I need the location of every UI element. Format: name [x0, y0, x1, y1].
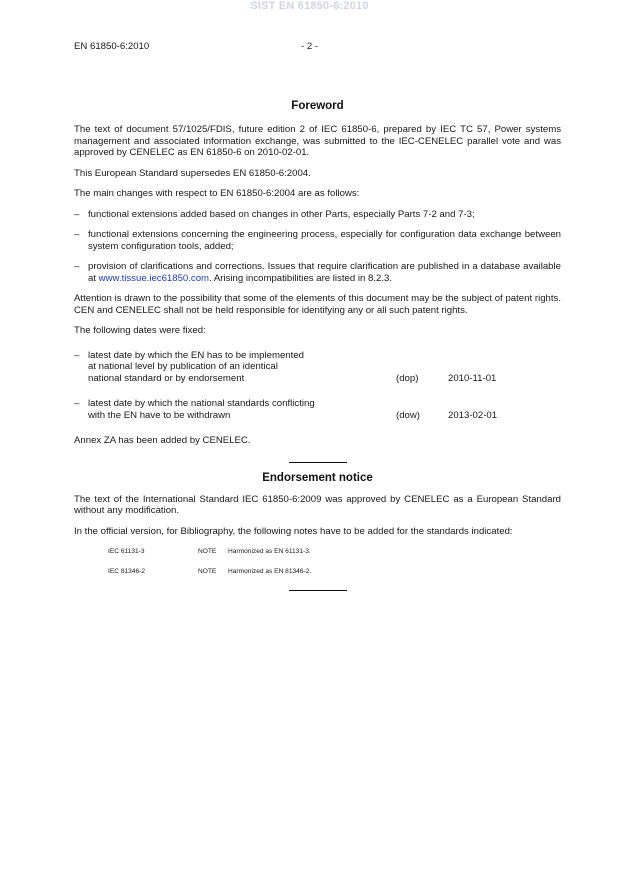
foreword-title: Foreword: [291, 100, 344, 112]
date-item-dop-description: [88, 350, 358, 385]
change-item-2: – functional extensions concerning the engineering process, especially for configuration data exchange between system configuration tools, added;: [74, 229, 561, 252]
bibliography-note-1: [74, 546, 561, 558]
change-item-1: – functional extensions added based on changes in other Parts, especially Parts 7-2 and 7-3;: [74, 209, 561, 221]
change-item-3-text: provision of clarifications and corrections. Issues that require clarification are published in a database available at: [88, 261, 561, 284]
tissue-link[interactable]: www.tissue.iec61850.com: [98, 272, 210, 284]
bibliography-note-2: [74, 566, 561, 578]
note-standard: IEC 81346-2: [108, 568, 146, 575]
note-text: Harmonized as EN 81346-2.: [228, 568, 312, 575]
endorsement-title: Endorsement notice: [262, 471, 373, 484]
change-item-3-suffix: . Arising incompatibilities are listed in 8.2.3.: [209, 272, 392, 284]
section-divider: [289, 462, 347, 463]
date-line: national standard or by endorsement: [88, 372, 245, 384]
dow-date: 2013-02-01: [448, 409, 498, 421]
foreword-paragraph-3: The main changes with respect to EN 61850-6:2004 are as follows:: [74, 188, 360, 199]
date-item-dow: [74, 398, 561, 421]
date-line: at national level by publication of an identical: [88, 361, 278, 372]
header-document-id: EN 61850-6:2010: [74, 41, 150, 52]
end-divider: [289, 590, 347, 591]
date-line: – latest date by which the EN has to be implemented: [88, 349, 304, 361]
endorsement-paragraph-2: In the official version, for Bibliography, the following notes have to be added for the standards indicated:: [74, 525, 513, 537]
foreword-paragraph-2: This European Standard supersedes EN 61850-6:2004.: [74, 167, 311, 179]
annex-paragraph: Annex ZA has been added by CENELEC.: [74, 435, 251, 446]
note-standard: IEC 61131-3: [108, 548, 145, 555]
date-item-dop: [74, 350, 561, 385]
change-item-3: [74, 261, 561, 284]
endorsement-paragraph-1: The text of the International Standard IEC 61850-6:2009 was approved by CENELEC as a European Standard without any modification.: [74, 493, 561, 516]
watermark: SIST EN 61850-6:2010: [250, 0, 369, 12]
patent-paragraph: Attention is drawn to the possibility that some of the elements of this document may be the subject of patent rights. CEN and CENELEC shall not be held responsible for identifying any or all such patent rights.: [74, 293, 561, 316]
page-content: [74, 100, 561, 591]
date-line: – latest date by which the national standards conflicting: [88, 398, 315, 409]
dow-label: (dow): [396, 409, 420, 421]
dop-date: 2010-11-01: [448, 372, 497, 384]
note-text: Harmonized as EN 61131-3.: [228, 548, 311, 555]
dates-intro: The following dates were fixed:: [74, 325, 206, 336]
dop-label: (dop): [396, 372, 419, 384]
note-tag: NOTE: [198, 548, 217, 555]
header-page-number: - 2 -: [300, 41, 319, 52]
foreword-paragraph-1: The text of document 57/1025/FDIS, future edition 2 of IEC 61850-6, prepared by IEC TC 57, Power systems management and associated information exchange, was submitted to the IEC-CENELEC parallel vote and was approved by CENELEC as EN 61850-6 on 2010-02-01.: [74, 124, 561, 158]
date-item-dow-description: [88, 398, 358, 421]
note-tag: NOTE: [198, 568, 217, 575]
date-line: with the EN have to be withdrawn: [88, 409, 231, 421]
